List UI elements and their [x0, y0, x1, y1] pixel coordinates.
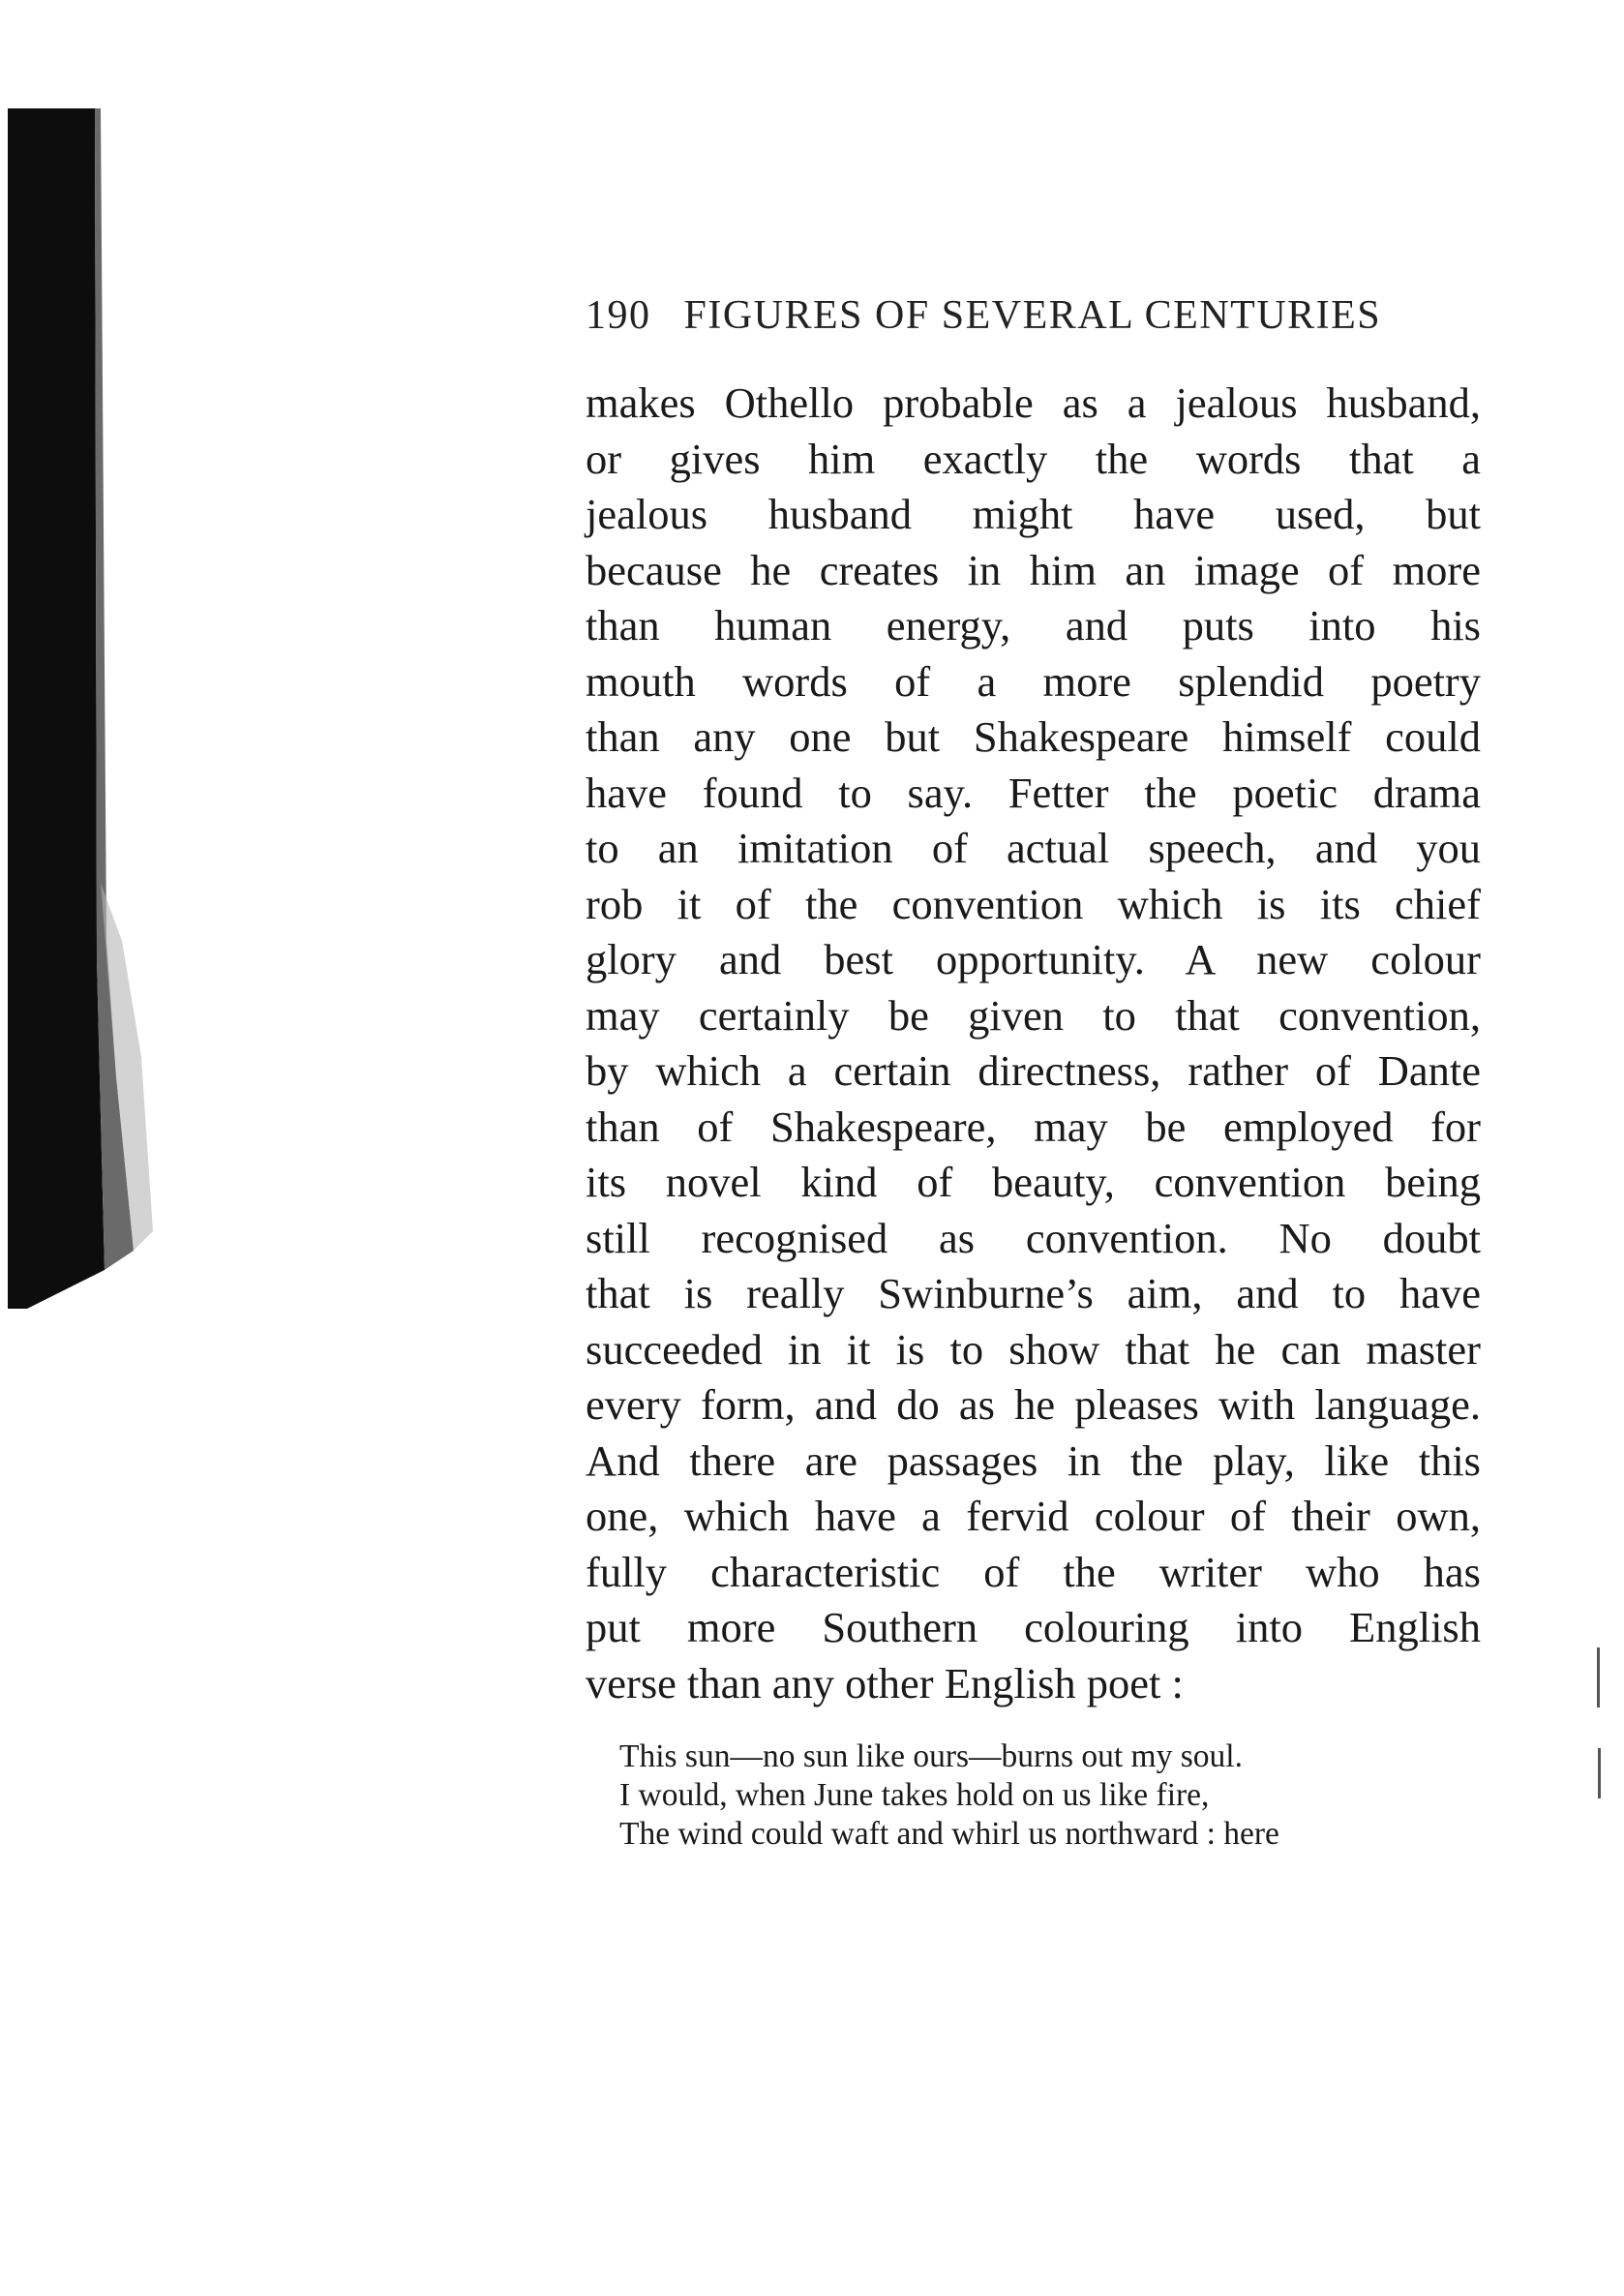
- text-line: its novel kind of beauty, convention being: [586, 1158, 1481, 1206]
- text-line: succeeded in it is to show that he can master: [586, 1324, 1481, 1374]
- text-line: than any one but Shakespeare himself could: [586, 712, 1481, 761]
- verse-line: The wind could waft and whirl us northward : here: [619, 1816, 1279, 1852]
- text-line: by which a certain directness, rather of Dante: [586, 1046, 1481, 1095]
- text-line: makes Othello probable as a jealous husband,: [586, 378, 1481, 427]
- text-line: every form, and do as he pleases with language.: [586, 1380, 1481, 1429]
- text-line: fully characteristic of the writer who has: [586, 1547, 1481, 1596]
- scan-mark-lower: [1598, 1748, 1601, 1798]
- text-line: have found to say. Fetter the poetic drama: [586, 768, 1481, 817]
- text-line: because he creates in him an image of more: [586, 545, 1481, 594]
- text-line: rob it of the convention which is its chief: [586, 879, 1481, 928]
- text-line: mouth words of a more splendid poetry: [586, 656, 1481, 706]
- text-line: verse than any other English poet :: [586, 1658, 1184, 1707]
- text-line: that is really Swinburne’s aim, and to have: [586, 1269, 1481, 1317]
- verse-quotation: [619, 1737, 1490, 1854]
- text-line: glory and best opportunity. A new colour: [586, 935, 1481, 983]
- verse-line: I would, when June takes hold on us like fire,: [619, 1777, 1210, 1813]
- scan-binding-shadow: [8, 108, 153, 1309]
- text-line: than of Shakespeare, may be employed for: [586, 1102, 1481, 1151]
- text-line: or gives him exactly the words that a: [586, 434, 1481, 483]
- text-line: to an imitation of actual speech, and you: [586, 824, 1481, 872]
- running-title: FIGURES OF SEVERAL CENTURIES: [683, 293, 1382, 338]
- text-line: may certainly be given to that convention,: [586, 990, 1481, 1040]
- text-line: jealous husband might have used, but: [586, 490, 1481, 538]
- text-line: than human energy, and puts into his: [586, 601, 1481, 650]
- text-line: one, which have a fervid colour of their own,: [586, 1492, 1481, 1540]
- text-line: still recognised as convention. No doubt: [586, 1213, 1481, 1262]
- verse-line: This sun—no sun like ours—burns out my soul.: [619, 1738, 1243, 1774]
- text-line: put more Southern colouring into English: [586, 1603, 1481, 1651]
- body-paragraph: [586, 376, 1481, 1711]
- page-number: 190: [586, 293, 651, 338]
- text-line: And there are passages in the play, like this: [586, 1435, 1481, 1485]
- scan-mark-upper: [1597, 1647, 1600, 1707]
- running-head: [586, 292, 1481, 339]
